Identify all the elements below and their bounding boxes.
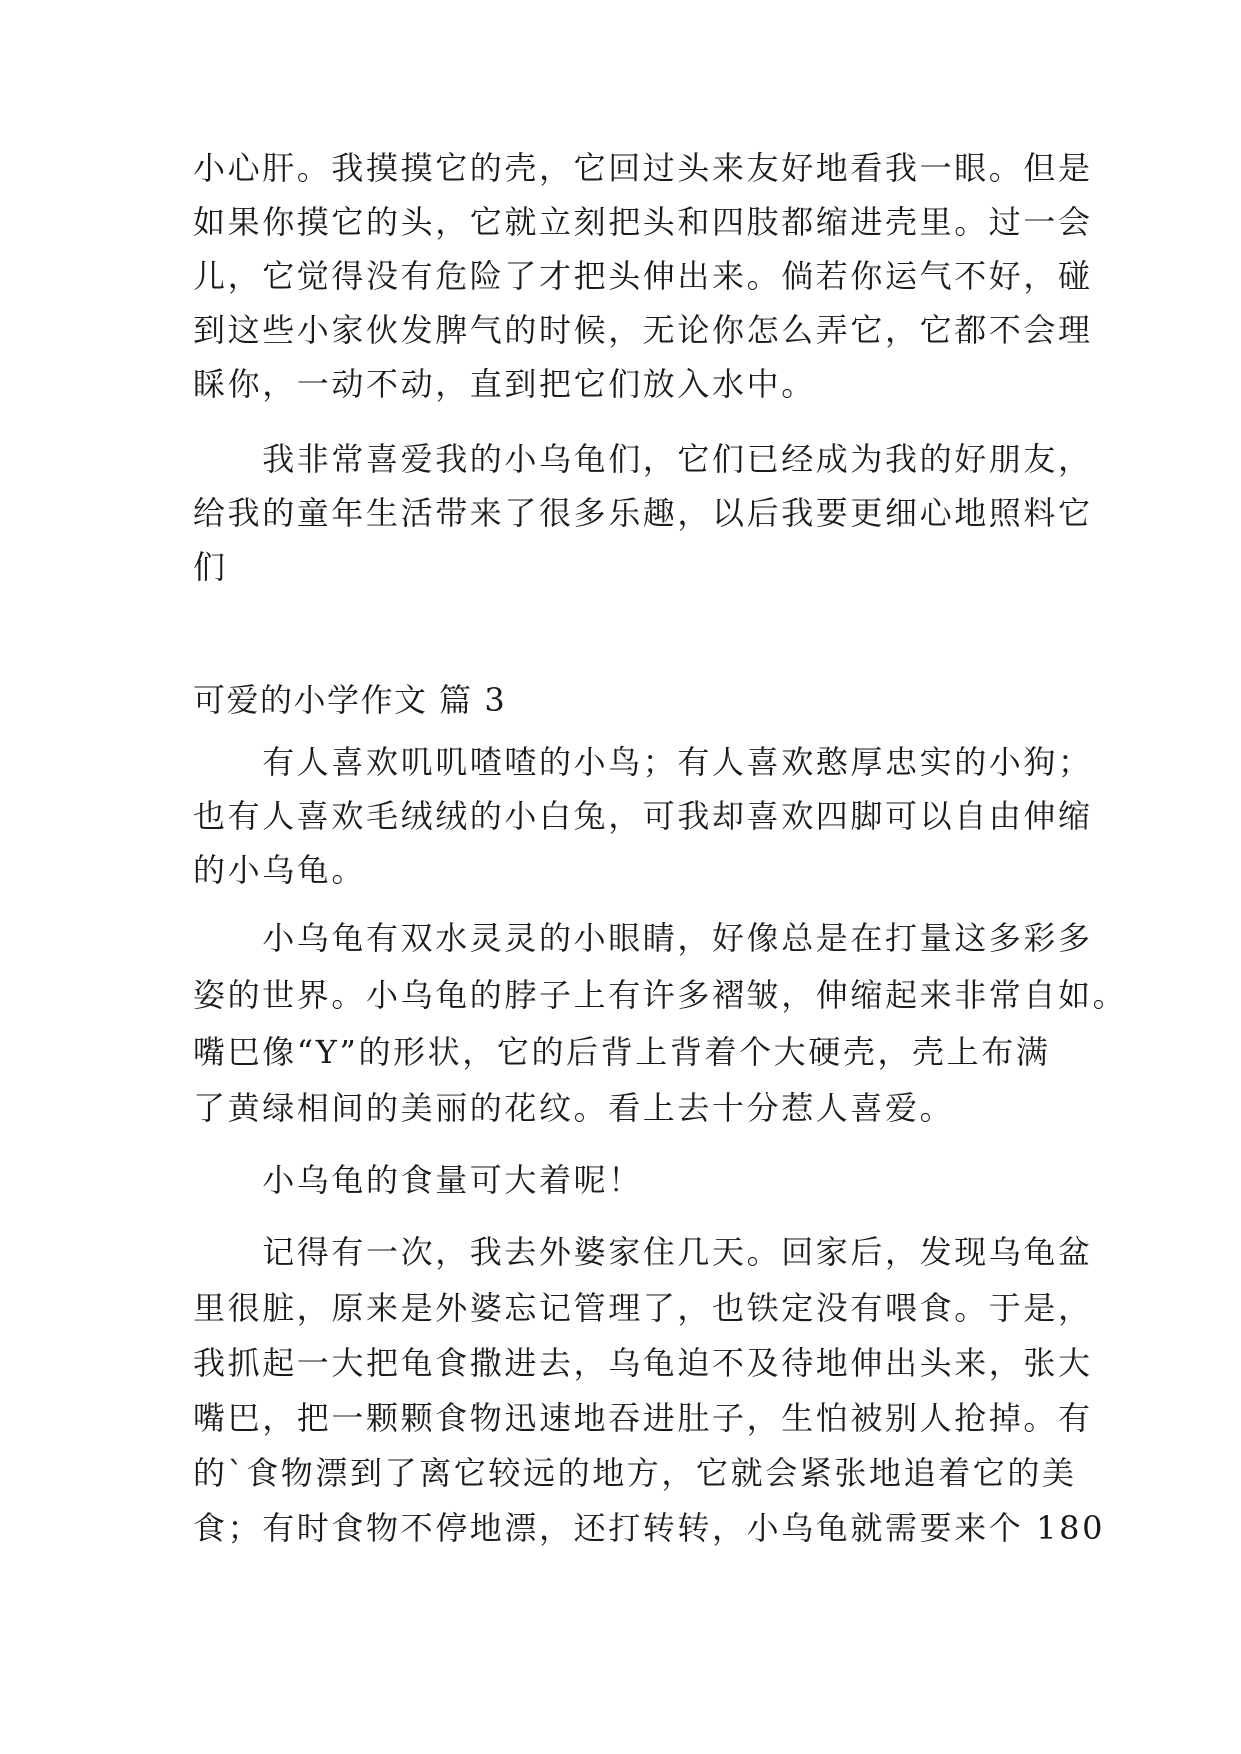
paragraph-line: 到这些小家伙发脾气的时候，无论你怎么弄它，它都不会理 [193,311,1093,349]
paragraph-line: 我非常喜爱我的小乌龟们，它们已经成为我的好朋友， [193,440,1093,478]
paragraph-line: 给我的童年生活带来了很多乐趣，以后我要更细心地照料它 [193,494,1093,532]
paragraph-line: 的小乌龟。 [193,851,367,889]
paragraph-line: 里很脏，原来是外婆忘记管理了，也铁定没有喂食。于是， [193,1289,1093,1327]
paragraph-line: 我抓起一大把龟食撒进去，乌龟迫不及待地伸出头来，张大 [193,1344,1093,1382]
paragraph-line: 姿的世界。小乌龟的脖子上有许多褶皱，伸缩起来非常自如。 [193,976,1128,1014]
paragraph-line: 小心肝。我摸摸它的壳，它回过头来友好地看我一眼。但是 [193,149,1093,187]
paragraph-line: 食；有时食物不停地漂，还打转转，小乌龟就需要来个 180 [193,1509,1106,1547]
paragraph-line: 也有人喜欢毛绒绒的小白兔，可我却喜欢四脚可以自由伸缩 [193,797,1093,835]
paragraph-line: 们 [193,548,228,586]
paragraph-line: 有人喜欢叽叽喳喳的小鸟；有人喜欢憨厚忠实的小狗； [193,743,1093,781]
paragraph-line: 小乌龟有双水灵灵的小眼睛，好像总是在打量这多彩多 [193,919,1093,957]
paragraph-line: 睬你，一动不动，直到把它们放入水中。 [193,365,816,403]
paragraph-line: 了黄绿相间的美丽的花纹。看上去十分惹人喜爱。 [193,1089,955,1127]
paragraph-line: 记得有一次，我去外婆家住几天。回家后，发现乌龟盆 [193,1233,1093,1271]
section-heading: 可爱的小学作文 篇 3 [193,681,507,719]
paragraph-line: 嘴巴像“Y”的形状，它的后背上背着个大硬壳，壳上布满 [193,1033,1051,1071]
paragraph-line: 儿，它觉得没有危险了才把头伸出来。倘若你运气不好，碰 [193,257,1093,295]
paragraph-line: 的`食物漂到了离它较远的地方，它就会紧张地追着它的美 [193,1454,1077,1492]
paragraph-line: 小乌龟的食量可大着呢！ [193,1161,643,1199]
paragraph-line: 嘴巴，把一颗颗食物迅速地吞进肚子，生怕被别人抢掉。有 [193,1399,1093,1437]
paragraph-line: 如果你摸它的头，它就立刻把头和四肢都缩进壳里。过一会 [193,203,1093,241]
